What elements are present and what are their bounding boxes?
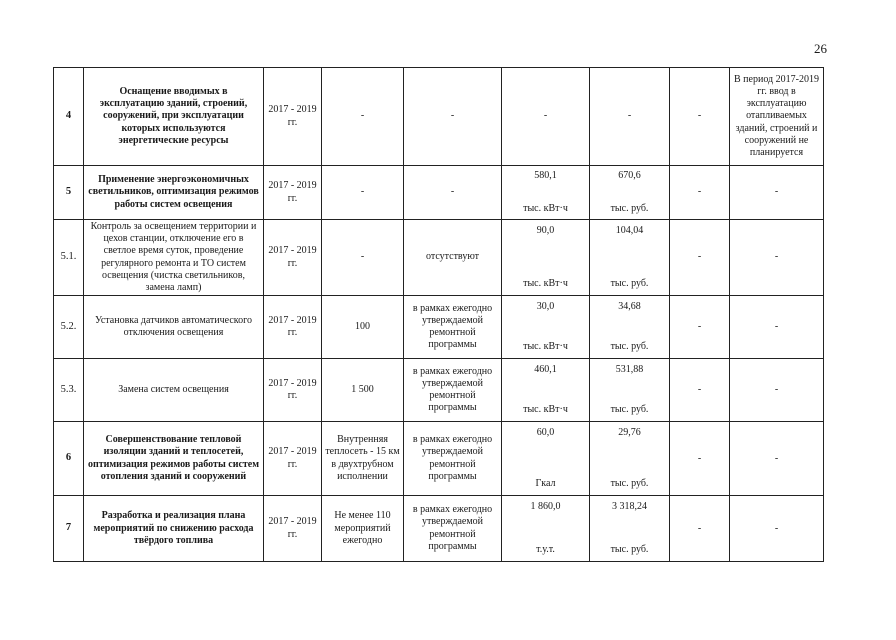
note-cell: - bbox=[730, 296, 824, 359]
period-cell: 2017 - 2019 гг. bbox=[264, 220, 322, 296]
cost-unit: тыс. руб. bbox=[610, 278, 649, 290]
page-number: 26 bbox=[814, 41, 827, 56]
table-row bbox=[54, 422, 824, 496]
effect-value: 580,1 bbox=[534, 169, 557, 181]
cost-unit: тыс. руб. bbox=[610, 404, 649, 416]
cost-value: 670,6 bbox=[618, 169, 641, 181]
cost-cell bbox=[590, 166, 670, 220]
effect-unit: тыс. кВт·ч bbox=[523, 278, 568, 290]
measure-name: Замена систем освещения bbox=[84, 359, 264, 422]
volume-cell: - bbox=[322, 220, 404, 296]
cost-unit: тыс. руб. bbox=[610, 544, 649, 556]
effect-unit: т.у.т. bbox=[536, 544, 555, 556]
measure-name: Разработка и реализация плана мероприятий по снижению расхода твёрдого топлива bbox=[84, 496, 264, 562]
effect-cell bbox=[502, 496, 590, 562]
effect-unit: Гкал bbox=[535, 478, 556, 490]
financing-cell: в рамках ежегодно утверждаемой ремонтной программы bbox=[404, 359, 502, 422]
period-cell: 2017 - 2019 гг. bbox=[264, 166, 322, 220]
measure-name: Совершенствование тепловой изоляции зданий и теплосетей, оптимизация режимов работы систем отопления зданий и сооружений bbox=[84, 422, 264, 496]
note-cell: - bbox=[730, 496, 824, 562]
col8-cell: - bbox=[670, 496, 730, 562]
effect-cell bbox=[502, 166, 590, 220]
financing-cell: отсутствуют bbox=[404, 220, 502, 296]
cost-value: 34,68 bbox=[618, 300, 641, 312]
cost-cell bbox=[590, 422, 670, 496]
cost-cell bbox=[590, 296, 670, 359]
cost-value: 3 318,24 bbox=[612, 500, 647, 512]
period-cell: 2017 - 2019 гг. bbox=[264, 422, 322, 496]
cost-value: 531,88 bbox=[615, 363, 644, 375]
period-cell: 2017 - 2019 гг. bbox=[264, 496, 322, 562]
cost-value: 29,76 bbox=[618, 426, 641, 438]
volume-cell: - bbox=[322, 68, 404, 166]
financing-cell: в рамках ежегодно утверждаемой ремонтной программы bbox=[404, 496, 502, 562]
cost-unit: тыс. руб. bbox=[610, 478, 649, 490]
measure-name: Контроль за освещением территории и цехов станции, отключение его в светлое время суток, проведение регулярного ремонта и ТО систем освещения (чистка светильников, замена ламп) bbox=[84, 220, 264, 296]
row-number: 6 bbox=[54, 422, 84, 496]
volume-cell: - bbox=[322, 166, 404, 220]
financing-cell: в рамках ежегодно утверждаемой ремонтной программы bbox=[404, 296, 502, 359]
period-cell: 2017 - 2019 гг. bbox=[264, 296, 322, 359]
table-row bbox=[54, 220, 824, 296]
table-row bbox=[54, 296, 824, 359]
effect-value: 30,0 bbox=[536, 300, 555, 312]
effect-cell: - bbox=[502, 68, 590, 166]
note-cell: - bbox=[730, 422, 824, 496]
note-cell: В период 2017-2019 гг. ввод в эксплуатацию отапливаемых зданий, строений и сооружений не планируется bbox=[730, 68, 824, 166]
measure-name: Установка датчиков автоматического отключения освещения bbox=[84, 296, 264, 359]
row-number: 5 bbox=[54, 166, 84, 220]
col8-cell: - bbox=[670, 422, 730, 496]
financing-cell: в рамках ежегодно утверждаемой ремонтной программы bbox=[404, 422, 502, 496]
cost-value: 104,04 bbox=[615, 224, 644, 236]
row-number: 4 bbox=[54, 68, 84, 166]
effect-cell bbox=[502, 359, 590, 422]
measures-table bbox=[53, 67, 824, 562]
effect-unit: тыс. кВт·ч bbox=[523, 203, 568, 215]
volume-cell: Внутренняя теплосеть - 15 км в двухтрубном исполнении bbox=[322, 422, 404, 496]
volume-cell: 1 500 bbox=[322, 359, 404, 422]
table-row bbox=[54, 166, 824, 220]
period-cell: 2017 - 2019 гг. bbox=[264, 68, 322, 166]
row-number: 7 bbox=[54, 496, 84, 562]
effect-unit: тыс. кВт·ч bbox=[523, 404, 568, 416]
note-cell: - bbox=[730, 166, 824, 220]
volume-cell: Не менее 110 мероприятий ежегодно bbox=[322, 496, 404, 562]
effect-cell bbox=[502, 422, 590, 496]
effect-cell bbox=[502, 296, 590, 359]
cost-cell bbox=[590, 220, 670, 296]
col8-cell: - bbox=[670, 166, 730, 220]
note-cell: - bbox=[730, 359, 824, 422]
effect-value: 60,0 bbox=[536, 426, 555, 438]
effect-value: 1 860,0 bbox=[530, 500, 561, 512]
cost-cell bbox=[590, 496, 670, 562]
measure-name: Оснащение вводимых в эксплуатацию зданий, строений, сооружений, при эксплуатации которых используются энергетические ресурсы bbox=[84, 68, 264, 166]
row-number: 5.1. bbox=[54, 220, 84, 296]
col8-cell: - bbox=[670, 359, 730, 422]
effect-value: 460,1 bbox=[534, 363, 557, 375]
table-row bbox=[54, 359, 824, 422]
financing-cell: - bbox=[404, 166, 502, 220]
cost-unit: тыс. руб. bbox=[610, 203, 649, 215]
effect-value: 90,0 bbox=[536, 224, 555, 236]
measure-name: Применение энергоэкономичных светильников, оптимизация режимов работы систем освещения bbox=[84, 166, 264, 220]
effect-unit: тыс. кВт·ч bbox=[523, 341, 568, 353]
col8-cell: - bbox=[670, 296, 730, 359]
financing-cell: - bbox=[404, 68, 502, 166]
cost-cell: - bbox=[590, 68, 670, 166]
volume-cell: 100 bbox=[322, 296, 404, 359]
col8-cell: - bbox=[670, 220, 730, 296]
table-row bbox=[54, 496, 824, 562]
note-cell: - bbox=[730, 220, 824, 296]
row-number: 5.2. bbox=[54, 296, 84, 359]
cost-cell bbox=[590, 359, 670, 422]
effect-cell bbox=[502, 220, 590, 296]
table-row bbox=[54, 68, 824, 166]
col8-cell: - bbox=[670, 68, 730, 166]
period-cell: 2017 - 2019 гг. bbox=[264, 359, 322, 422]
row-number: 5.3. bbox=[54, 359, 84, 422]
cost-unit: тыс. руб. bbox=[610, 341, 649, 353]
